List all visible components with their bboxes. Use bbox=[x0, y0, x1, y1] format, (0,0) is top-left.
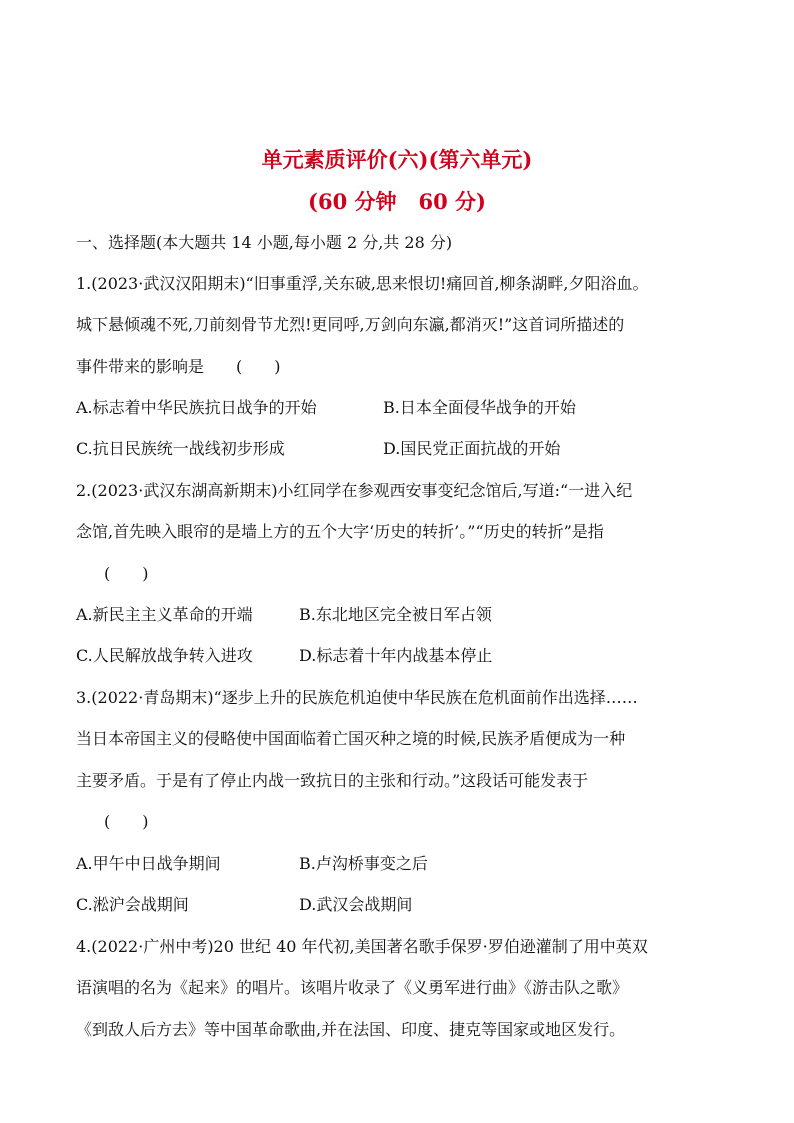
subtitle-score: 60 分) bbox=[418, 189, 486, 214]
q2-options-row-1 bbox=[76, 604, 492, 626]
q1-option-b[interactable]: B.日本全面侵华战争的开始 bbox=[383, 398, 576, 417]
q3-option-c[interactable]: C.淞沪会战期间 bbox=[76, 895, 189, 914]
q1-option-c[interactable]: C.抗日民族统一战线初步形成 bbox=[76, 439, 285, 458]
q2-option-c[interactable]: C.人民解放战争转入进攻 bbox=[76, 646, 253, 665]
q2-line-3: ( ) bbox=[104, 564, 149, 583]
q3-option-b[interactable]: B.卢沟桥事变之后 bbox=[299, 854, 428, 873]
q2-option-d[interactable]: D.标志着十年内战基本停止 bbox=[299, 646, 493, 665]
q3-options-row-1 bbox=[76, 853, 428, 875]
q2-line-2: 念馆,首先映入眼帘的是墙上方的五个大字‘历史的转折’。”“历史的转折”是指 bbox=[76, 522, 604, 541]
q4-line-1: 4.(2022·广州中考)20 世纪 40 年代初,美国著名歌手保罗·罗伯逊灌制了用中英双 bbox=[76, 937, 648, 956]
q2-line-1: 2.(2023·武汉东湖高新期末)小红同学在参观西安事变纪念馆后,写道:“一进入纪 bbox=[76, 481, 633, 500]
q3-option-d[interactable]: D.武汉会战期间 bbox=[299, 895, 413, 914]
q3-options-row-2 bbox=[76, 894, 412, 916]
q3-line-3: 主要矛盾。于是有了停止内战一致抗日的主张和行动。”这段话可能发表于 bbox=[76, 771, 589, 790]
q4-line-3: 《到敌人后方去》等中国革命歌曲,并在法国、印度、捷克等国家或地区发行。 bbox=[76, 1020, 626, 1039]
q2-options-row-2 bbox=[76, 645, 492, 667]
q1-options-row-2 bbox=[76, 438, 560, 460]
q3-line-2: 当日本帝国主义的侵略使中国面临着亡国灭种之境的时候,民族矛盾便成为一种 bbox=[76, 729, 626, 748]
q1-line-1: 1.(2023·武汉汉阳期末)“旧事重浮,关东破,思来恨切!痛回首,柳条湖畔,夕阳浴血。 bbox=[76, 274, 649, 293]
q3-line-4: ( ) bbox=[104, 812, 149, 831]
page-subtitle bbox=[0, 188, 794, 216]
page-title: 单元素质评价(六)(第六单元) bbox=[261, 147, 533, 172]
subtitle-time: (60 分钟 bbox=[308, 189, 397, 214]
q1-options-row-1 bbox=[76, 397, 576, 419]
q4-line-2: 语演唱的名为《起来》的唱片。该唱片收录了《义勇军进行曲》《游击队之歌》 bbox=[76, 978, 629, 997]
q1-line-3: 事件带来的影响是 ( ) bbox=[76, 357, 281, 376]
q3-option-a[interactable]: A.甲午中日战争期间 bbox=[76, 854, 221, 873]
section-heading: 一、选择题(本大题共 14 小题,每小题 2 分,共 28 分) bbox=[76, 233, 453, 252]
q1-line-2: 城下悬倾魂不死,刀前刻骨节尤烈!更同呼,万剑向东瀛,都消灭!”这首词所描述的 bbox=[76, 315, 625, 334]
q2-option-b[interactable]: B.东北地区完全被日军占领 bbox=[299, 605, 492, 624]
q3-line-1: 3.(2022·青岛期末)“逐步上升的民族危机迫使中华民族在危机面前作出选择…… bbox=[76, 688, 638, 707]
q2-option-a[interactable]: A.新民主主义革命的开端 bbox=[76, 605, 253, 624]
q1-option-a[interactable]: A.标志着中华民族抗日战争的开始 bbox=[76, 398, 317, 417]
q1-option-d[interactable]: D.国民党正面抗战的开始 bbox=[383, 439, 561, 458]
